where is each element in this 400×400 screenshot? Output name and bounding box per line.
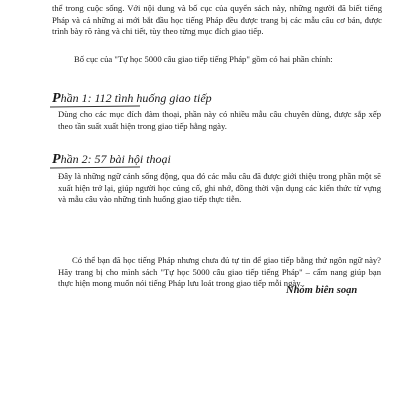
section-1-title-text: hần 1: 112 tình huống giao tiếp: [60, 91, 212, 105]
intro-paragraph: thể trong cuộc sống. Với nội dung và bố cục của quyển sách này, những người đã biết tiếng Pháp và cả những ai mới bắt đầu học tiếng Pháp đều được trang bị các mẫu câu cơ bản, được trình bày rõ ràng và chi tiết, tùy theo từng mục đích giao tiếp.: [52, 3, 382, 37]
section-2-rule: [50, 167, 140, 169]
section-2-body: Đây là những ngữ cảnh sống động, qua đó các mẫu câu đã được giới thiệu trong phần một sẽ xuất hiện trở lại, giúp người học củng cố, ghi nhớ, đồng thời vận dụng các kiến thức từ vựng và mẫu câu vào những tình huống giao tiếp thực tiễn.: [58, 171, 381, 205]
section-1-title: [52, 91, 212, 106]
section-2-title-text: hần 2: 57 bài hội thoại: [60, 152, 171, 166]
section-2-title-initial: P: [52, 152, 61, 167]
closing-paragraph: Có thể bạn đã học tiếng Pháp nhưng chưa đủ tự tin để giao tiếp bằng thứ ngôn ngữ này? Hãy trang bị cho mình sách "Tự học 5000 câu giao tiếp tiếng Pháp" – cẩm nang giúp bạn thực hiện mong muốn nói tiếng Pháp lưu loát trong giao tiếp mỗi ngày.: [58, 255, 381, 289]
section-1-rule: [50, 106, 140, 108]
section-1-title-initial: P: [52, 91, 61, 106]
signature: Nhóm biên soạn: [286, 285, 358, 296]
section-2-title: [52, 152, 171, 167]
section-1-body: Dùng cho các mục đích đàm thoại, phần này có nhiều mẫu câu chuyên dùng, được sắp xếp theo tần suất xuất hiện trong giao tiếp hằng ngày.: [58, 109, 381, 131]
layout-paragraph: Bố cục của "Tự học 5000 câu giao tiếp tiếng Pháp" gồm có hai phần chính:: [74, 54, 333, 64]
